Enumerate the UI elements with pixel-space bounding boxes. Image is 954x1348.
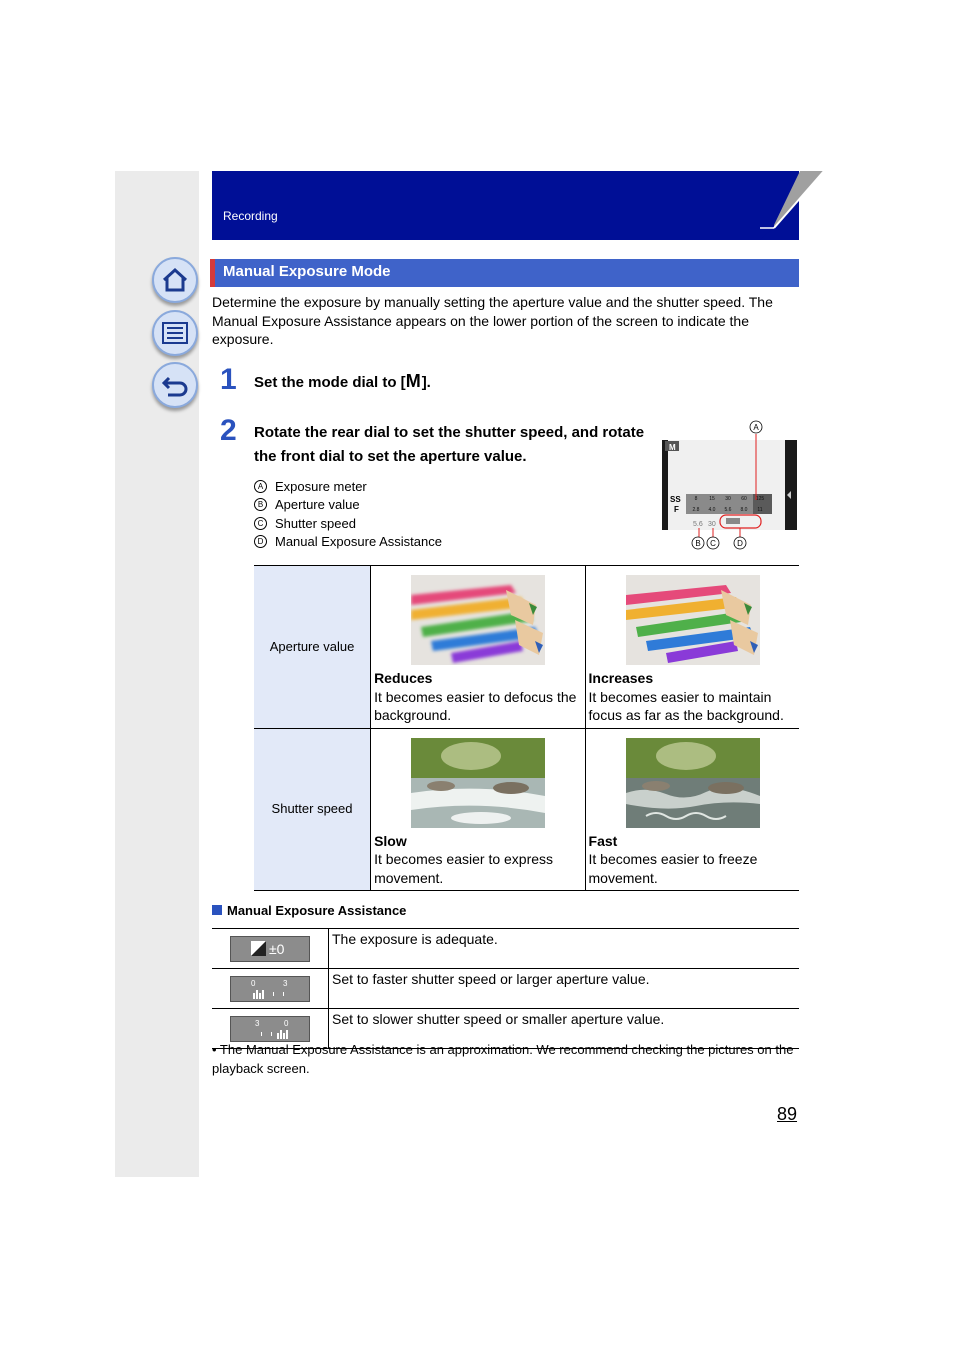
ss-label: SS: [670, 495, 681, 504]
table-row: [212, 969, 799, 1009]
ss-tick: 15: [709, 496, 715, 502]
step-1-prefix: Set the mode dial to [: [254, 374, 406, 391]
legend-key: A: [254, 480, 267, 493]
pencils-blurred-photo: [411, 575, 545, 665]
table-row: [212, 929, 799, 969]
footnote: • The Manual Exposure Assistance is an approximation. We recommend checking the pictures on the playback screen.: [212, 1042, 794, 1076]
f-label: F: [674, 505, 679, 514]
assist-mini-icon: [726, 518, 740, 524]
chapter-header: [212, 171, 799, 240]
f-tick: 5.6: [724, 507, 732, 513]
chapter-label: Recording: [223, 209, 278, 223]
legend-item: [254, 514, 442, 533]
assist-text: Set to faster shutter speed or larger aperture value.: [329, 969, 800, 1009]
section-title: [210, 259, 799, 287]
legend: [254, 477, 442, 551]
screen-aperture: 5.6: [693, 521, 703, 528]
header-corner-decoration: [760, 171, 826, 243]
assist-subheading: [212, 903, 406, 918]
pencils-sharp-photo: [626, 575, 760, 665]
cell-title: Fast: [588, 832, 618, 849]
ss-tick: 60: [741, 496, 747, 502]
f-tick: 4.0: [708, 507, 716, 513]
step-1-suffix: ].: [421, 374, 431, 391]
assist-icon-cell: [212, 969, 329, 1009]
row-header: Aperture value: [254, 566, 371, 729]
icon-right: 3: [283, 978, 288, 988]
callout-b: B: [695, 539, 701, 548]
assist-icon-cell: [212, 929, 329, 969]
table-cell: [585, 728, 799, 891]
cell-title: Increases: [588, 670, 654, 686]
legend-key: B: [254, 498, 267, 511]
exposure-comp-icon: [231, 937, 309, 961]
cell-desc: It becomes easier to defocus the background.: [374, 688, 577, 723]
meter-bars-icon: [231, 1017, 309, 1041]
icon-right: 0: [284, 1018, 289, 1028]
cell-desc: It becomes easier to freeze movement.: [588, 851, 758, 886]
legend-item: [254, 496, 442, 515]
ss-tick: 8: [694, 496, 698, 502]
screen-mode: M: [669, 443, 676, 452]
cell-title: Reduces: [374, 670, 433, 686]
home-button[interactable]: [152, 257, 198, 303]
menu-button[interactable]: [152, 310, 198, 356]
ss-tick: 30: [725, 496, 731, 502]
cell-desc: It becomes easier to express movement.: [374, 851, 554, 886]
stream-fast-photo: [626, 738, 760, 828]
ss-tick: 125: [755, 496, 765, 502]
step-1-text: [254, 369, 431, 395]
table-row: [254, 566, 799, 729]
legend-item: [254, 477, 442, 496]
legend-key: C: [254, 517, 267, 530]
assist-title: Manual Exposure Assistance: [227, 903, 407, 918]
f-tick: 2.8: [692, 507, 700, 513]
step-1-number: 1: [220, 363, 237, 396]
intro-text: Determine the exposure by manually setting the aperture value and the shutter speed. The Manual Exposure Assistance appears on the lower portion of the screen to indicate the exposure.: [212, 294, 773, 347]
table-cell: [371, 566, 585, 729]
assist-text: The exposure is adequate.: [329, 929, 800, 969]
section-title-text: Manual Exposure Mode: [223, 263, 391, 280]
menu-list-icon: [154, 312, 196, 354]
callout-d: D: [737, 539, 743, 548]
page-number: 89: [777, 1104, 798, 1124]
camera-screen-diagram: [660, 418, 805, 554]
meter-bars-icon: [231, 977, 309, 1001]
exposure-adequate-icon: [230, 936, 310, 962]
table-cell: [371, 728, 585, 891]
step-2-text: Rotate the rear dial to set the shutter speed, and rotate the front dial to set the aperture value.: [254, 424, 645, 465]
cell-desc: It becomes easier to maintain focus as far as the background.: [588, 688, 784, 723]
title-accent: [210, 259, 215, 287]
icon-left: 0: [251, 978, 256, 988]
step-2-number: 2: [220, 414, 237, 447]
assist-text: Set to slower shutter speed or smaller aperture value.: [329, 1009, 800, 1049]
callout-c: C: [710, 539, 716, 548]
callout-a: A: [753, 423, 759, 432]
home-icon: [154, 259, 196, 301]
square-bullet-icon: [212, 905, 222, 915]
mode-m-glyph: M: [405, 371, 422, 391]
icon-left: 3: [255, 1018, 260, 1028]
legend-key: D: [254, 535, 267, 548]
legend-label: Shutter speed: [275, 515, 356, 531]
stream-slow-photo: [411, 738, 545, 828]
legend-label: Aperture value: [275, 497, 360, 513]
assist-table: [212, 928, 799, 1049]
underexposed-icon: [230, 1016, 310, 1042]
icon-label: ±0: [269, 940, 285, 957]
legend-label: Manual Exposure Assistance: [275, 534, 442, 550]
f-tick: 11: [757, 507, 763, 513]
table-cell: [585, 566, 799, 729]
cell-title: Slow: [374, 832, 407, 849]
f-tick: 8.0: [740, 507, 748, 513]
screen-shutter: 30: [708, 521, 716, 528]
back-arrow-icon: [154, 364, 196, 406]
row-header: Shutter speed: [254, 728, 371, 891]
legend-label: Exposure meter: [275, 478, 367, 494]
comparison-table: [254, 565, 799, 891]
back-button[interactable]: [152, 362, 198, 408]
overexposed-icon: [230, 976, 310, 1002]
table-row: [254, 728, 799, 891]
legend-item: [254, 533, 442, 552]
